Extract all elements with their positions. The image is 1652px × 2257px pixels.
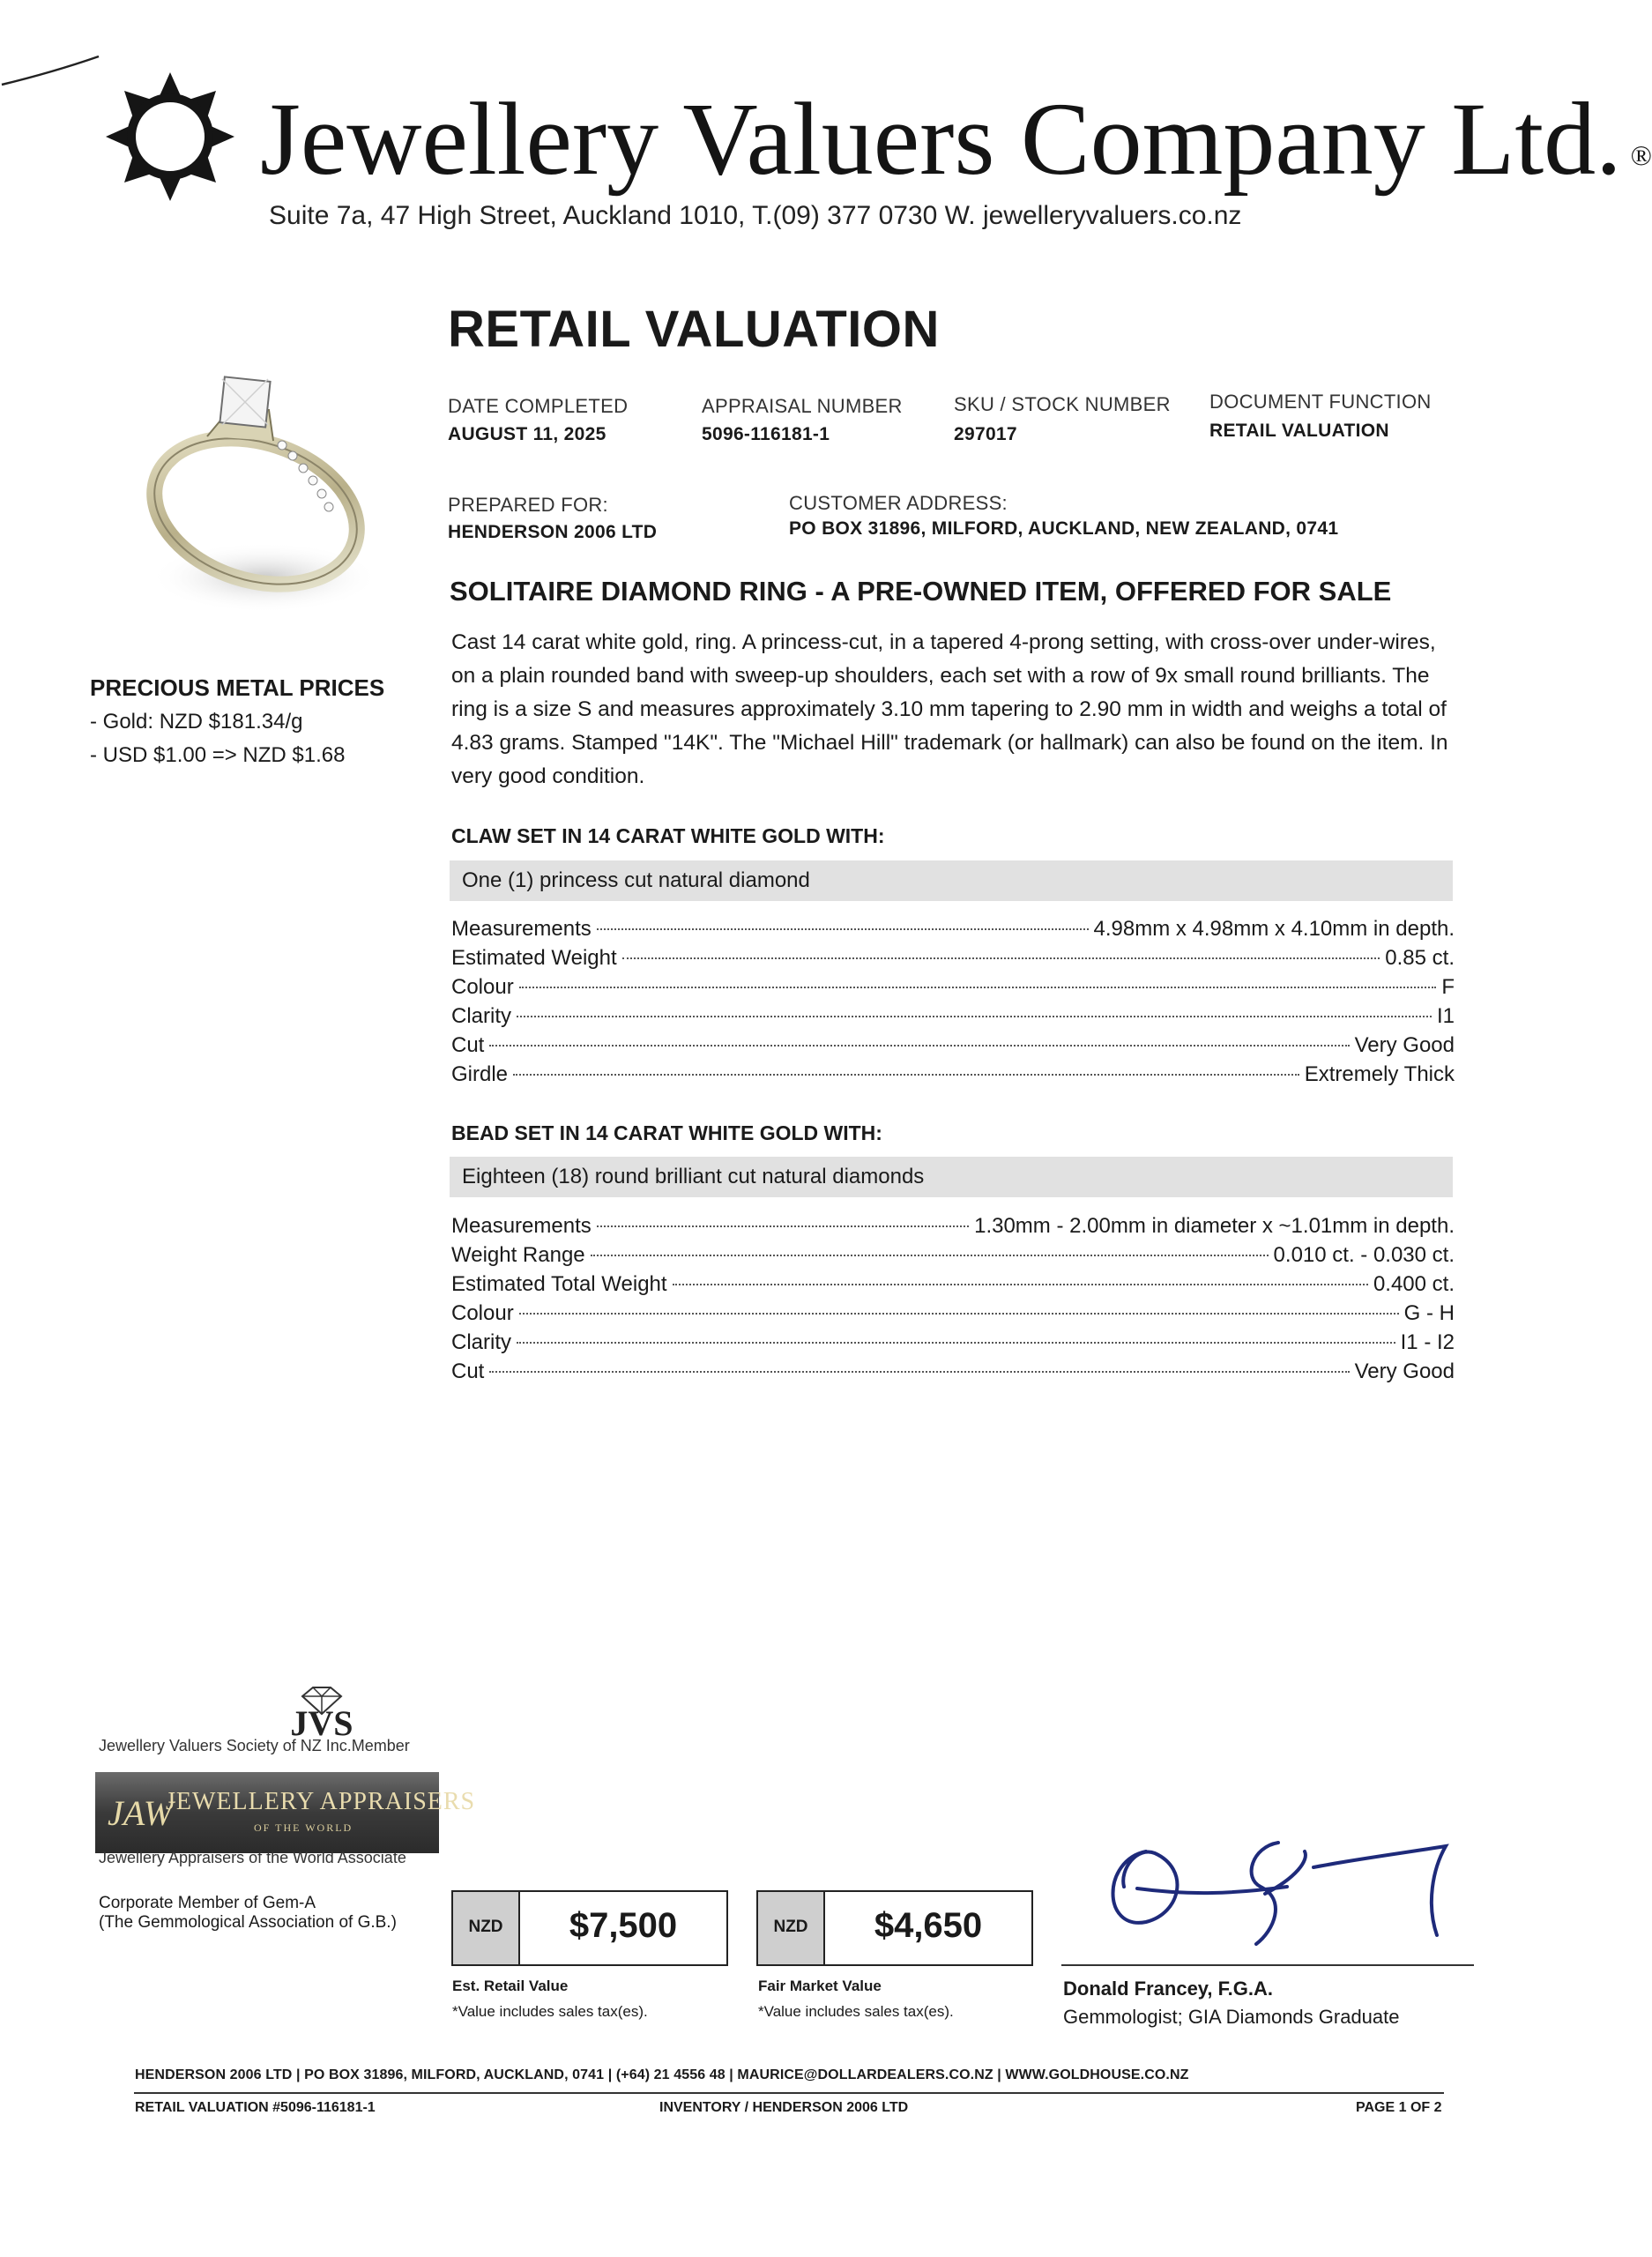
- jaw-logo: [95, 1772, 476, 1853]
- precious-metal-prices-title: PRECIOUS METAL PRICES: [90, 674, 385, 701]
- spec-label: Measurements: [451, 917, 592, 941]
- jvs-logo: [251, 1684, 392, 1743]
- spec-label: Cut: [451, 1359, 485, 1383]
- date-completed-value: AUGUST 11, 2025: [448, 424, 606, 444]
- jaw-emblem-icon: [104, 1786, 174, 1839]
- document-title: RETAIL VALUATION: [448, 301, 940, 358]
- footer-inventory: INVENTORY / HENDERSON 2006 LTD: [659, 2100, 909, 2115]
- fair-market-value-amount: $4,650: [874, 1906, 983, 1945]
- ring-photo: [123, 357, 388, 622]
- retail-value-box: [451, 1890, 728, 1966]
- customer-address-label: CUSTOMER ADDRESS:: [789, 492, 1008, 514]
- retail-value-amount: $7,500: [569, 1906, 678, 1945]
- bead-spec-row: [451, 1272, 1455, 1301]
- date-completed-label: DATE COMPLETED: [448, 395, 629, 417]
- spec-value: 0.85 ct.: [1385, 946, 1455, 970]
- fair-market-value-note: *Value includes sales tax(es).: [758, 2003, 954, 2020]
- spec-label: Weight Range: [451, 1243, 585, 1267]
- bead-spec-row: [451, 1214, 1455, 1243]
- spec-value: G - H: [1403, 1301, 1455, 1325]
- spec-value: Very Good: [1354, 1033, 1455, 1057]
- customer-address-value: PO BOX 31896, MILFORD, AUCKLAND, NEW ZEALAND, 0741: [789, 518, 1339, 539]
- bead-spec-row: [451, 1301, 1455, 1330]
- bead-spec-row: [451, 1243, 1455, 1272]
- footer-divider: [134, 2092, 1444, 2094]
- jaw-logo-sub: OF THE WORLD: [254, 1821, 353, 1834]
- signature: [1084, 1825, 1455, 1957]
- spec-value: 0.400 ct.: [1373, 1272, 1455, 1296]
- spec-label: Estimated Total Weight: [451, 1272, 667, 1296]
- footer-reference: RETAIL VALUATION #5096-116181-1: [135, 2100, 376, 2115]
- gem-a-membership: Corporate Member of Gem-A: [99, 1894, 316, 1912]
- company-address: Suite 7a, 47 High Street, Auckland 1010, T.(09) 377 0730 W. jewelleryvaluers.co.nz: [269, 201, 1242, 230]
- bead-set-stone: Eighteen (18) round brilliant cut natural diamonds: [462, 1165, 925, 1188]
- jaw-caption: Jewellery Appraisers of the World Associate: [99, 1849, 406, 1866]
- jaw-logo-text: JEWELLERY APPRAISERS: [166, 1788, 476, 1815]
- svg-text:JAW: JAW: [108, 1793, 174, 1833]
- bead-spec-row: [451, 1359, 1455, 1389]
- claw-spec-row: [451, 1004, 1455, 1033]
- spec-label: Girdle: [451, 1062, 509, 1086]
- retail-value-label: Est. Retail Value: [452, 1978, 569, 1994]
- bead-set-stone-bar: [450, 1157, 1453, 1197]
- claw-spec-row: [451, 917, 1455, 946]
- signer-title: Gemmologist; GIA Diamonds Graduate: [1063, 2006, 1400, 2028]
- exchange-rate: - USD $1.00 => NZD $1.68: [90, 743, 346, 767]
- claw-spec-row: [451, 946, 1455, 975]
- claw-set-stone-bar: [450, 860, 1453, 901]
- document-function-label: DOCUMENT FUNCTION: [1209, 391, 1432, 413]
- jvs-logo-text: JVS: [290, 1703, 353, 1743]
- company-name: Jewellery Valuers Company Ltd. ®: [260, 81, 1652, 197]
- claw-spec-row: [451, 1033, 1455, 1062]
- bead-set-heading: BEAD SET IN 14 CARAT WHITE GOLD WITH:: [451, 1121, 882, 1144]
- fair-market-value-box: [756, 1890, 1033, 1966]
- appraisal-number-label: APPRAISAL NUMBER: [702, 395, 903, 417]
- spec-label: Clarity: [451, 1330, 512, 1354]
- registered-mark: ®: [1630, 139, 1652, 171]
- signature-line: [1061, 1964, 1474, 1966]
- spec-value: 1.30mm - 2.00mm in diameter x ~1.01mm in depth.: [974, 1214, 1455, 1238]
- currency-label: NZD: [468, 1918, 503, 1936]
- claw-spec-row: [451, 975, 1455, 1004]
- gold-price: - Gold: NZD $181.34/g: [90, 710, 303, 734]
- prepared-for-label: PREPARED FOR:: [448, 494, 608, 516]
- prepared-for-value: HENDERSON 2006 LTD: [448, 522, 658, 542]
- jvs-caption: Jewellery Valuers Society of NZ Inc.Member: [99, 1737, 410, 1754]
- spec-value: Extremely Thick: [1304, 1062, 1455, 1086]
- sku-label: SKU / STOCK NUMBER: [954, 393, 1171, 415]
- pen-stroke-mark: [0, 53, 106, 88]
- spec-value: I1: [1436, 1004, 1455, 1028]
- spec-label: Colour: [451, 975, 514, 999]
- claw-set-stone: One (1) princess cut natural diamond: [462, 868, 810, 892]
- spec-value: I1 - I2: [1400, 1330, 1455, 1354]
- spec-label: Colour: [451, 1301, 514, 1325]
- retail-value-note: *Value includes sales tax(es).: [452, 2003, 648, 2020]
- spec-label: Clarity: [451, 1004, 512, 1028]
- fair-market-value-label: Fair Market Value: [758, 1978, 882, 1994]
- spec-value: 4.98mm x 4.98mm x 4.10mm in depth.: [1093, 917, 1455, 941]
- spec-label: Estimated Weight: [451, 946, 617, 970]
- appraisal-number-value: 5096-116181-1: [702, 424, 830, 444]
- sku-value: 297017: [954, 424, 1017, 444]
- document-function-value: RETAIL VALUATION: [1209, 421, 1389, 441]
- spec-value: 0.010 ct. - 0.030 ct.: [1273, 1243, 1455, 1267]
- item-description: Cast 14 carat white gold, ring. A princess-cut, in a tapered 4-prong setting, with cross-over under-wires, on a plain rounded band with sweep-up shoulders, each set with a row of 9x small round brilliants. The ring is a size S and measures approximately 3.10 mm tapering to 2.90 mm in width and weighs a total of 4.83 grams. Stamped "14K". The "Michael Hill" trademark (or hallmark) can also be found on the item. In very good condition.: [451, 630, 1448, 788]
- spec-label: Cut: [451, 1033, 485, 1057]
- claw-set-heading: CLAW SET IN 14 CARAT WHITE GOLD WITH:: [451, 824, 885, 847]
- item-heading: SOLITAIRE DIAMOND RING - A PRE-OWNED ITEM, OFFERED FOR SALE: [450, 576, 1392, 607]
- spec-value: Very Good: [1354, 1359, 1455, 1383]
- signer-name: Donald Francey, F.G.A.: [1063, 1978, 1273, 2000]
- gem-a-association: (The Gemmological Association of G.B.): [99, 1913, 397, 1932]
- footer-page-number: PAGE 1 OF 2: [1356, 2100, 1442, 2115]
- currency-label: NZD: [773, 1918, 808, 1936]
- footer-contact: HENDERSON 2006 LTD | PO BOX 31896, MILFORD, AUCKLAND, 0741 | (+64) 21 4556 48 | MAURICE@DOLLARDEALERS.CO.NZ | WWW.GOLDHOUSE.CO.NZ: [135, 2067, 1189, 2082]
- spec-value: F: [1441, 975, 1455, 999]
- bead-spec-row: [451, 1330, 1455, 1359]
- spec-label: Measurements: [451, 1214, 592, 1238]
- claw-spec-row: [451, 1062, 1455, 1091]
- company-logo-icon: [104, 71, 236, 203]
